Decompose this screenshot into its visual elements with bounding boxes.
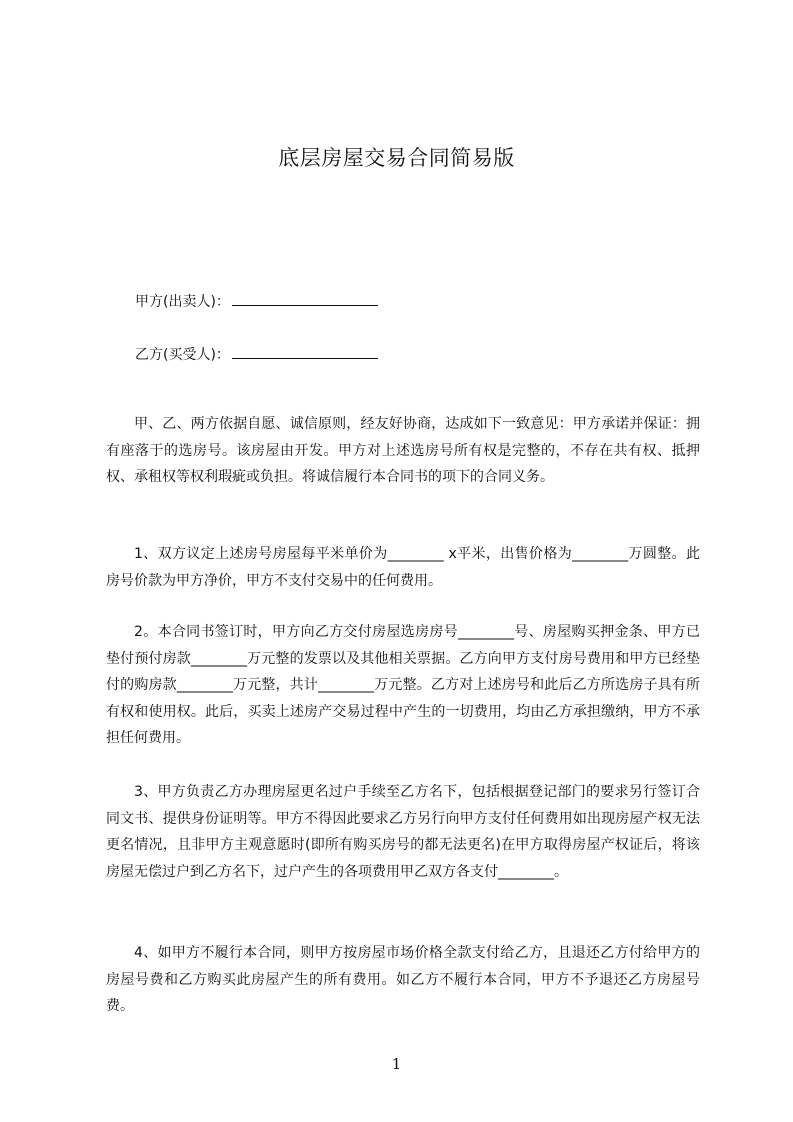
party-a-fill-line	[232, 291, 378, 306]
document-title: 底层房屋交易合同简易版	[278, 146, 515, 170]
intro-paragraph: 甲、乙、两方依据自愿、诚信原则，经友好协商，达成如下一致意见：甲方承诺并保证：拥有座落于的选房号。该房屋由开发。甲方对上述选房号所有权是完整的，不存在共有权、抵押权、承租权等权利瑕疵或负担。将诚信履行本合同书的项下的合同义务。	[106, 416, 700, 485]
clause-2-paragraph: 2。本合同书签订时，甲方向乙方交付房屋选房房号________号、房屋购买押金条、甲方已垫付预付房款________万元整的发票以及其他相关票据。乙方向甲方支付房号费用和甲方已经垫付的购房款________万元整，共计________万元整。乙方对上述房号和此后乙方所选房子具有所有权和使用权。此后，买卖上述房产交易过程中产生的一切费用，均由乙方承担缴纳，甲方不承担任何费用。	[106, 624, 700, 746]
party-a-label: 甲方(出卖人)：	[135, 294, 230, 310]
page-number: 1	[391, 1055, 402, 1073]
party-a-line	[135, 291, 378, 312]
clause-4-paragraph: 4、如甲方不履行本合同，则甲方按房屋市场价格全款支付给乙方，且退还乙方付给甲方的房屋号费和乙方购买此房屋产生的所有费用。如乙方不履行本合同，甲方不予退还乙方房屋号费。	[106, 945, 700, 1014]
party-b-label: 乙方(买受人)：	[135, 347, 230, 363]
party-b-fill-line	[232, 344, 378, 359]
clause-1-paragraph: 1、双方议定上述房号房屋每平米单价为________ x平米，出售价格为________万圆整。此房号价款为甲方净价，甲方不支付交易中的任何费用。	[106, 546, 700, 589]
clause-3-paragraph: 3、甲方负责乙方办理房屋更名过户手续至乙方名下，包括根据登记部门的要求另行签订合同文书、提供身份证明等。甲方不得因此要求乙方另行向甲方支付任何费用如出现房屋产权无法更名情况，且非甲方主观意愿时(即所有购买房号的都无法更名)在甲方取得房屋产权证后，将该房屋无偿过户到乙方名下，过户产生的各项费用甲乙双方各支付________。	[106, 784, 700, 880]
party-b-line	[135, 344, 378, 365]
